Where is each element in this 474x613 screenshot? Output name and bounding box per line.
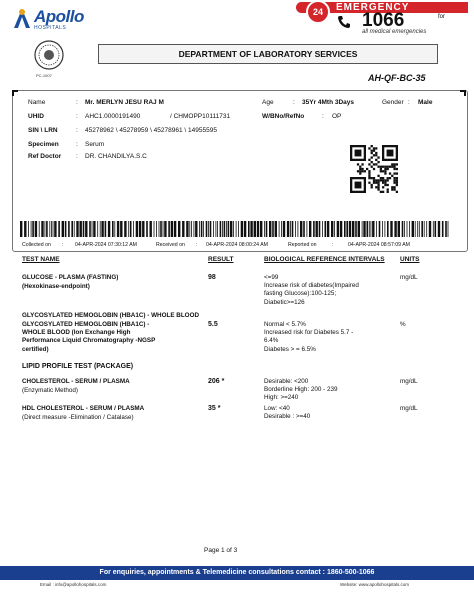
ref-doctor-value: DR. CHANDILYA.S.C: [85, 153, 147, 160]
emergency-number: 1066: [362, 10, 405, 31]
specimen-label: Specimen: [28, 141, 59, 148]
glucose-ref-line: <=99: [264, 274, 279, 281]
gender-label: Gender: [382, 99, 404, 106]
hba1c-ref: [264, 321, 353, 354]
sin-lrn-value: 45278962 \ 45278959 \ 45278961 \ 14955595: [85, 127, 217, 134]
glucose-ref-line: Increase risk of diabetes(Impaired: [264, 282, 359, 290]
colon: :: [76, 127, 78, 134]
ward-value: OP: [332, 113, 342, 120]
form-code: AH-QF-BC-35: [368, 73, 426, 83]
qr-code-icon: [350, 145, 398, 193]
colon: :: [76, 99, 78, 106]
colon: :: [76, 141, 78, 148]
footer-website: Website: www.apollohospitals.com: [340, 582, 409, 587]
glucose-method: (Hexokinase-endpoint): [22, 283, 90, 290]
page-number: Page 1 of 3: [204, 547, 238, 554]
chm-op-value: / CHMOPP10111731: [170, 113, 231, 120]
reported-value: 04-APR-2024 08:57:09 AM: [348, 242, 411, 248]
glucose-ref-line: Diabetic>=126: [264, 298, 305, 306]
emergency-24-badge: 24: [306, 0, 330, 24]
hba1c-ref-line: Diabetes > = 6.5%: [264, 345, 316, 353]
hba1c-name-line: WHOLE BLOOD (Ion Exchange High: [22, 329, 131, 337]
glucose-ref-line: fasting Glucose):100-125;: [264, 290, 337, 298]
colon: :: [62, 242, 64, 248]
hdl-ref-line: Low: <40: [264, 405, 290, 412]
accreditation-seal-icon: [34, 40, 64, 70]
cholesterol-result: 206 *: [208, 378, 225, 385]
phone-icon: [336, 15, 352, 29]
hdl-method: (Direct measure -Elimination / Catalase): [22, 414, 134, 421]
ward-label: W/BNo/RefNo: [262, 113, 305, 120]
hdl-name: HDL CHOLESTEROL - SERUM / PLASMA: [22, 405, 145, 412]
received-value: 04-APR-2024 08:00:24 AM: [206, 242, 269, 248]
header-result: RESULT: [208, 256, 234, 263]
footer-contact-bar: For enquiries, appointments & Telemedicine consultations contact : 1860-500-1066: [0, 566, 474, 580]
patient-gender: Male: [418, 99, 433, 106]
hba1c-name-line: GLYCOSYLATED HEMOGLOBIN (HBA1C) -: [22, 321, 150, 328]
hdl-unit: mg/dL: [400, 405, 418, 412]
seal-code: PC-1007: [36, 73, 52, 78]
emergency-subtext: all medical emergencies: [362, 29, 427, 35]
corner-mark: [460, 90, 466, 96]
colon: :: [332, 242, 334, 248]
cholesterol-ref-line: Desirable: <200: [264, 378, 309, 385]
hba1c-ref-line: 6.4%: [264, 337, 279, 345]
lipid-heading: LIPID PROFILE TEST (PACKAGE): [22, 363, 134, 370]
hba1c-name-line: Performance Liquid Chromatography -NGSP: [22, 337, 156, 345]
glucose-ref: [264, 274, 359, 307]
specimen-value: Serum: [85, 141, 105, 148]
cholesterol-ref-line: High: >=240: [264, 394, 299, 402]
colon: :: [408, 99, 410, 106]
colon: :: [196, 242, 198, 248]
patient-age: 35Yr 4Mth 3Days: [302, 99, 355, 106]
department-title: DEPARTMENT OF LABORATORY SERVICES: [98, 44, 438, 64]
colon: :: [322, 113, 324, 120]
header-units: UNITS: [400, 256, 420, 263]
uhid-label: UHID: [28, 113, 44, 120]
hba1c-name: [22, 321, 155, 354]
logo-subtext: HOSPITALS: [34, 25, 67, 31]
received-label: Received on: [156, 242, 185, 248]
colon: :: [76, 153, 78, 160]
glucose-name: GLUCOSE - PLASMA (FASTING): [22, 274, 119, 281]
collected-value: 04-APR-2024 07:30:12 AM: [75, 242, 138, 248]
header-test-name: TEST NAME: [22, 256, 60, 263]
hba1c-unit: %: [400, 321, 406, 328]
glucose-result: 98: [208, 274, 216, 281]
header-reference: BIOLOGICAL REFERENCE INTERVALS: [264, 256, 385, 263]
emergency-label: EMERGENCY: [336, 2, 410, 13]
reported-label: Reported on: [288, 242, 317, 248]
footer-email: Email : info@apollohospitals.com: [40, 582, 107, 587]
apollo-logo: [8, 4, 84, 34]
hba1c-ref-line: Increased risk for Diabetes 5.7 -: [264, 329, 354, 337]
colon: :: [76, 113, 78, 120]
name-label: Name: [28, 99, 46, 106]
age-label: Age: [262, 99, 274, 106]
hdl-ref: [264, 405, 310, 421]
cholesterol-ref: [264, 378, 338, 403]
logo-text: Apollo: [34, 7, 84, 26]
hba1c-name-line: certified): [22, 345, 49, 353]
patient-name: Mr. MERLYN JESU RAJ M: [85, 99, 164, 106]
ref-doctor-label: Ref Doctor: [28, 153, 62, 160]
hba1c-result: 5.5: [208, 321, 218, 328]
hba1c-ref-line: Normal < 5.7%: [264, 321, 306, 328]
barcode-icon: [20, 221, 450, 237]
hdl-ref-line: Desirable : >=40: [264, 413, 311, 421]
cholesterol-unit: mg/dL: [400, 378, 418, 385]
colon: :: [293, 99, 295, 106]
glucose-unit: mg/dL: [400, 274, 418, 281]
apollo-mark-icon: [12, 8, 32, 30]
uhid-value: AHC1.0000191490: [85, 113, 141, 120]
sin-lrn-label: SIN \ LRN: [28, 127, 58, 134]
cholesterol-method: (Enzymatic Method): [22, 387, 78, 394]
collected-label: Collected on: [22, 242, 51, 248]
hdl-result: 35 *: [208, 405, 221, 412]
cholesterol-ref-line: Borderline High: 200 - 239: [264, 386, 338, 394]
hba1c-heading: GLYCOSYLATED HEMOGLOBIN (HBA1C) - WHOLE BLOOD: [22, 312, 200, 319]
emergency-for: for: [438, 14, 446, 20]
corner-mark: [12, 90, 18, 96]
cholesterol-name: CHOLESTEROL - SERUM / PLASMA: [22, 378, 130, 385]
